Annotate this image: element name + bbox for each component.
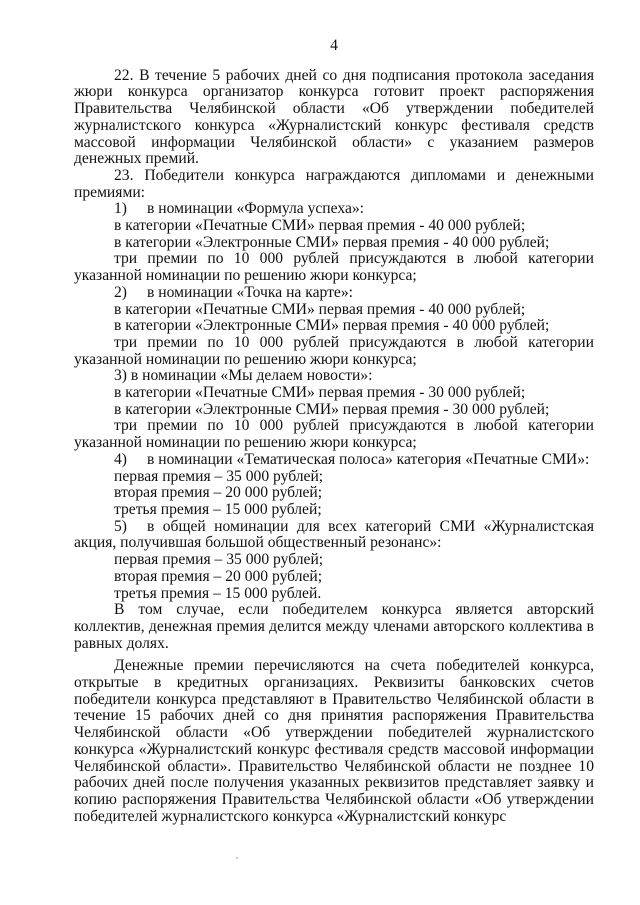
nomination-4-third: третья премия – 15 000 рублей;: [114, 500, 322, 518]
nomination-5-third: третья премия – 15 000 рублей.: [114, 584, 322, 602]
page-number: 4: [330, 37, 338, 54]
nomination-1-electronic: в категории «Электронные СМИ» первая премия - 40 000 рублей;: [114, 233, 550, 251]
nomination-2-title: в номинации «Точка на карте»:: [147, 283, 353, 301]
nomination-2-electronic: в категории «Электронные СМИ» первая премия - 40 000 рублей;: [114, 317, 550, 335]
nomination-1-extra: три премии по 10 000 рублей присуждаются в любой категории указанной номинации по решению жюри конкурса;: [74, 250, 594, 285]
nomination-3-print: в категории «Печатные СМИ» первая премия - 30 000 рублей;: [114, 384, 526, 402]
payment-paragraph: Денежные премии перечисляются на счета победителей конкурса, открытые в кредитных организациях. Реквизиты банковских счетов победители конкурса представляют в Правительство Челябинской области в течение 15 рабочих дней со дня принятия распоряжения Правительства Челябинской области «Об утверждении победителей журналистского конкурса «Журналистский конкурс фестиваля средств массовой информации Челябинской области». Правительство Челябинской области не позднее 10 рабочих дней после получения указанных реквизитов представляет заявку и копию распоряжения Правительства Челябинской области «Об утверждении победителей журналистского конкурса «Журналистский конкурс: [74, 657, 594, 825]
nomination-2-heading: [74, 285, 594, 302]
nomination-5-title: в общей номинации для всех категорий СМИ «Журналистская акция, получившая большой общественный резонанс»:: [74, 517, 594, 552]
nomination-3-heading: 3) в номинации «Мы делаем новости»:: [114, 367, 373, 385]
nomination-1-number: 1): [114, 200, 127, 218]
nomination-1-print: в категории «Печатные СМИ» первая премия - 40 000 рублей;: [114, 217, 526, 235]
nomination-3-electronic: в категории «Электронные СМИ» первая премия - 30 000 рублей;: [114, 400, 550, 418]
nomination-2-extra: три премии по 10 000 рублей присуждаются в любой категории указанной номинации по решению жюри конкурса;: [74, 333, 594, 368]
nomination-5-second: вторая премия – 20 000 рублей;: [114, 567, 323, 585]
nomination-4-heading: [74, 452, 594, 469]
collective-paragraph: В том случае, если победителем конкурса является авторский коллектив, денежная премия делится между членами авторского коллектива в равных долях.: [74, 601, 594, 652]
nomination-4-first: первая премия – 35 000 рублей;: [114, 467, 324, 485]
nomination-5-number: 5): [114, 517, 127, 535]
nomination-5-first: первая премия – 35 000 рублей;: [114, 551, 324, 569]
nomination-5-heading: [74, 519, 594, 552]
nomination-1-heading: [74, 201, 594, 218]
scan-speck: [236, 857, 238, 859]
nomination-3-extra: три премии по 10 000 рублей присуждаются в любой категории указанной номинации по решению жюри конкурса;: [74, 417, 594, 452]
nomination-4-number: 4): [114, 450, 127, 468]
paragraph-22: 22. В течение 5 рабочих дней со дня подписания протокола заседания жюри конкурса организатор конкурса готовит проект распоряжения Правительства Челябинской области «Об утверждении победителей журналистского конкурса «Журналистский конкурс фестиваля средств массовой информации Челябинской области» с указанием размеров денежных премий.: [74, 66, 594, 168]
nomination-4-second: вторая премия – 20 000 рублей;: [114, 484, 323, 502]
nomination-2-print: в категории «Печатные СМИ» первая премия - 40 000 рублей;: [114, 300, 526, 318]
paragraph-23: 23. Победители конкурса награждаются дипломами и денежными премиями:: [74, 166, 594, 201]
nomination-4-title: в номинации «Тематическая полоса» категория «Печатные СМИ»:: [147, 450, 590, 468]
nomination-2-number: 2): [114, 283, 127, 301]
nomination-1-title: в номинации «Формула успеха»:: [147, 200, 364, 218]
